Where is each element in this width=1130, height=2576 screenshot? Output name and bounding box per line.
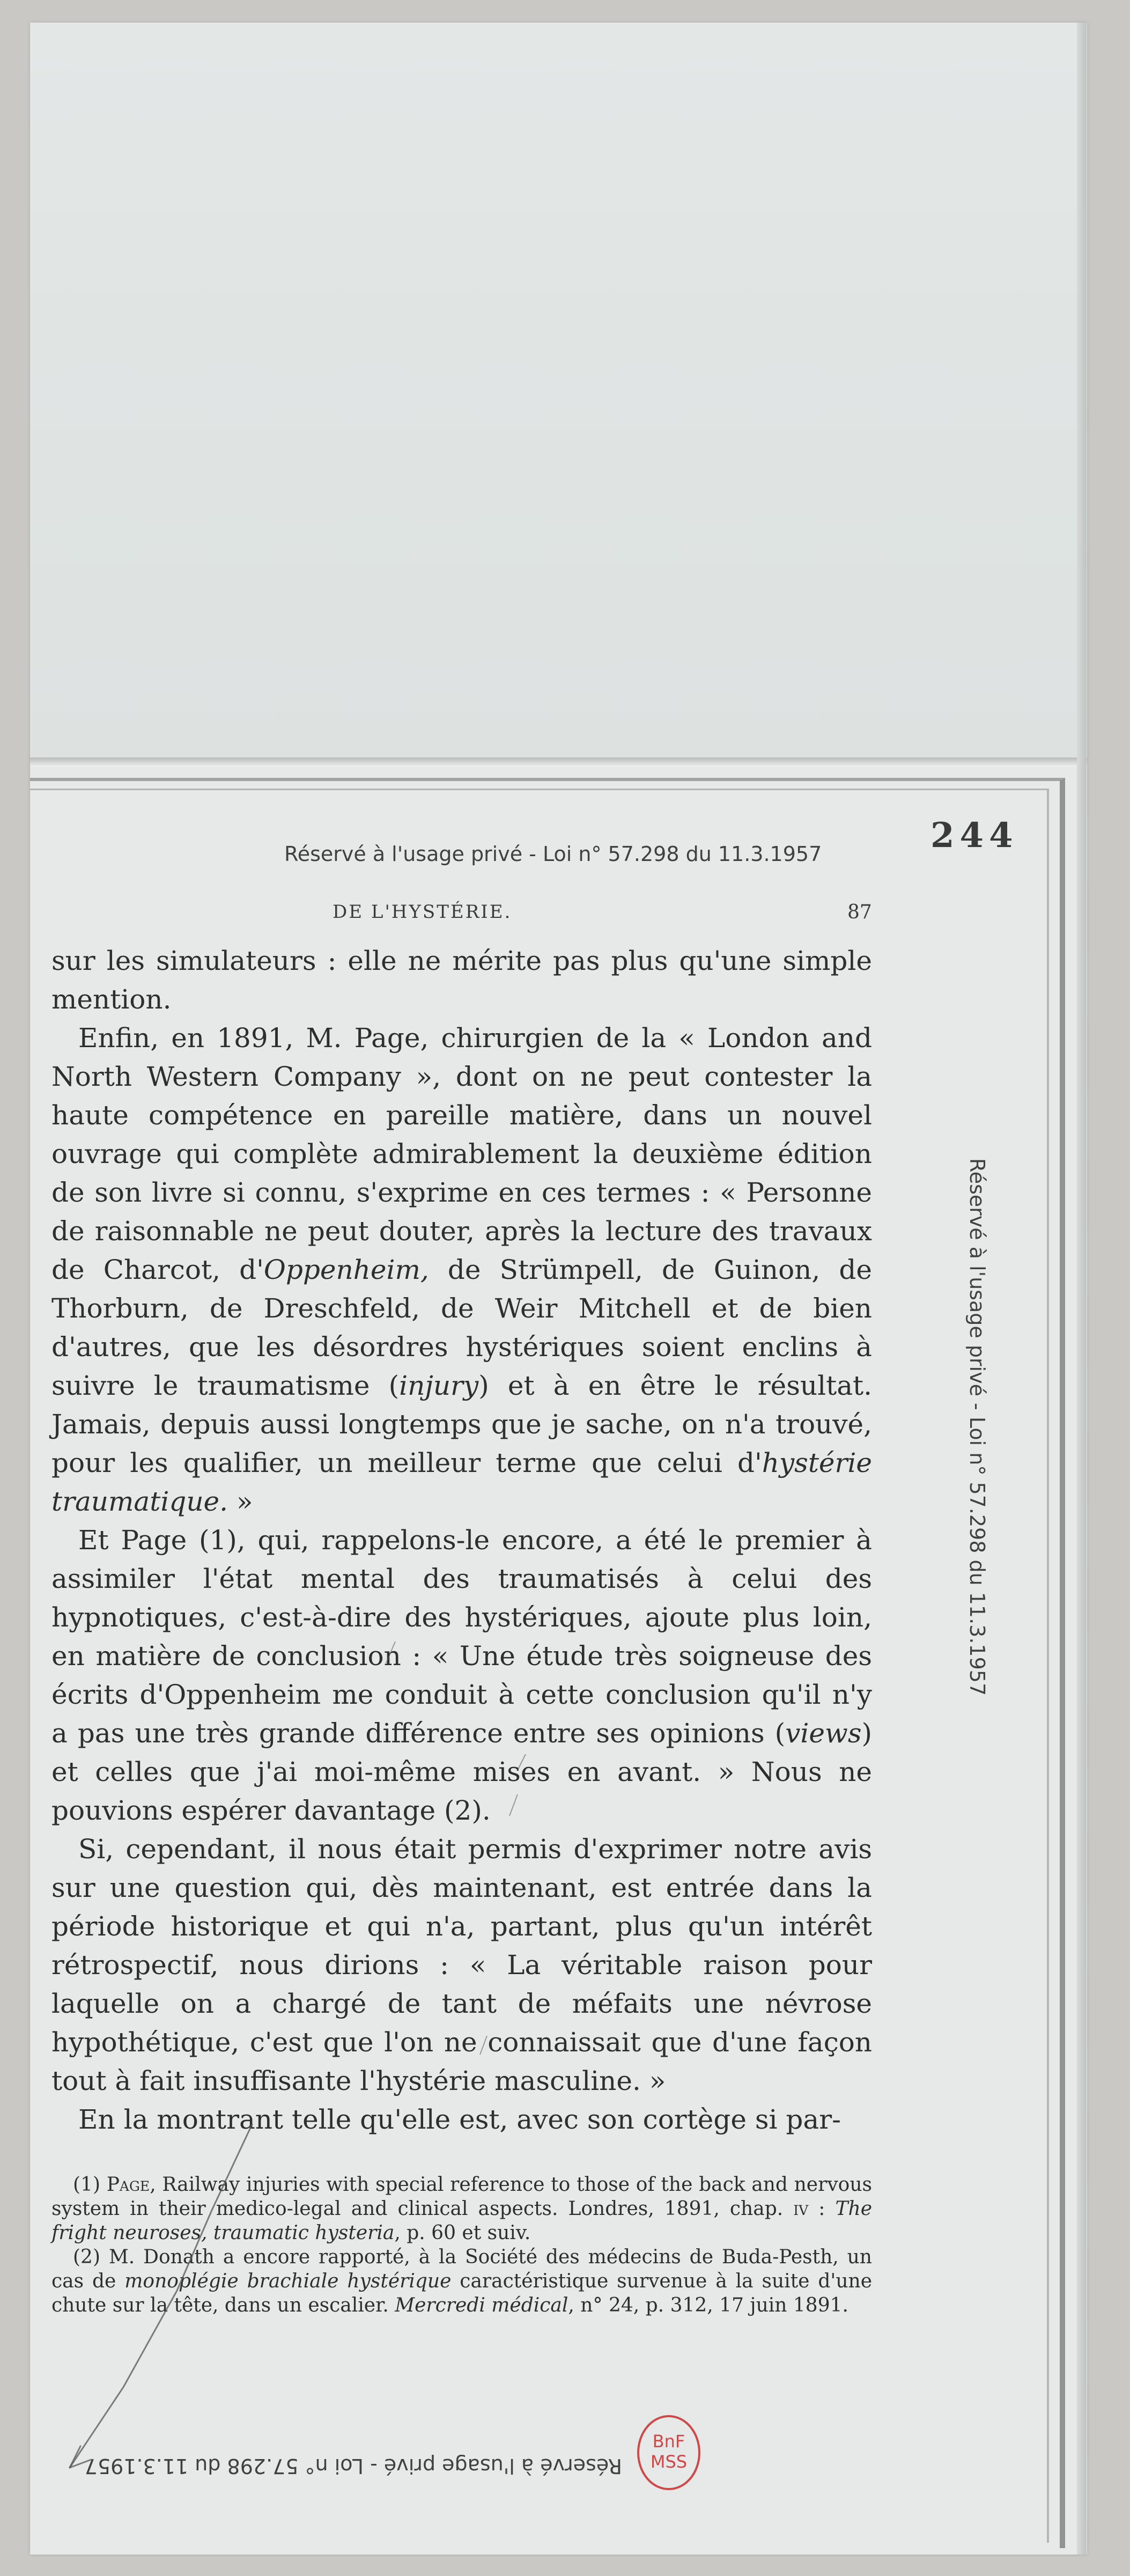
bnf-mss-seal xyxy=(637,2415,700,2490)
page-fold xyxy=(30,757,1087,767)
paragraph-2: Enfin, en 1891, M. Page, chirurgien de la « London and North Western Company », dont on ne peut contester la haute compétence en pareille matière, dans un nouvel ouvrage qui complète admirablement la deuxième édition de son livre si connu, s'exprime en ces termes : « Personne de raisonnable ne peut douter, après la lecture des travaux de Charcot, d'Oppenheim, de Strümpell, de Guinon, de Thorburn, de Dreschfeld, de Weir Mitchell et de bien d'autres, que les désordres hystériques soient enclins à suivre le traumatisme (injury) et à en être le résultat. Jamais, depuis aussi longtemps que je sache, on n'a trouvé, pour les qualifier, un meilleur terme que celui d'hystérie traumatique. » xyxy=(51,1022,872,1517)
paragraph-3: Et Page (1), qui, rappelons-le encore, a été le premier à assimiler l'état mental des traumatisés à celui des hypnotiques, c'est-à-dire des hystériques, ajoute plus loin, en matière de conclusion : « Une étude très soigneuse des écrits d'Oppenheim me conduit à cette conclusion qu'il n'y a pas une très grande différence entre ses opinions (views) et celles que j'ai moi-même mises en avant. » Nous ne pouvions espérer davantage (2). xyxy=(51,1525,872,1826)
blank-facing-page xyxy=(30,23,1087,757)
seal-line-1: BnF xyxy=(652,2431,685,2452)
page-number: 87 xyxy=(847,901,872,923)
paragraph-5: En la montrant telle qu'elle est, avec son cortège si par- xyxy=(78,2104,841,2135)
running-title: DE L'HYSTÉRIE. xyxy=(333,901,512,923)
reference-number: 244 xyxy=(930,815,1018,856)
footnote-2: (2) M. Donath a encore rapporté, à la Société des médecins de Buda-Pesth, un cas de monoplégie brachiale hystérique caractéristique survenue à la suite d'une chute sur la tête, dans un escalier. Mercredi médical, n° 24, p. 312, 17 juin 1891. xyxy=(51,2246,872,2316)
body-text xyxy=(51,941,872,2139)
paragraph-4: Si, cependant, il nous était permis d'exprimer notre avis sur une question qui, dès maintenant, est entrée dans la période historique et qui n'a, partant, plus qu'un intérêt rétrospectif, nous dirions : « La véritable raison pour laquelle on a chargé de tant de méfaits une névrose hypothétique, c'est que l'on ne connaissait que d'une façon tout à fait insuffisante l'hystérie masculine. » xyxy=(51,1834,872,2096)
footnote-1: (1) Page, Railway injuries with special reference to those of the back and nervous system in their medico-legal and clinical aspects. Londres, 1891, chap. iv : The fright neuroses, traumatic hysteria, p. 60 et suiv. xyxy=(51,2174,873,2244)
running-head xyxy=(54,901,890,933)
paragraph-1: sur les simulateurs : elle ne mérite pas plus qu'une simple mention. xyxy=(51,945,872,1015)
privacy-stamp-top: Réservé à l'usage privé - Loi n° 57.298 du 11.3.1957 xyxy=(284,842,822,866)
seal-line-2: MSS xyxy=(650,2452,688,2472)
footnotes xyxy=(51,2173,872,2317)
privacy-stamp-bottom: Réservé à l'usage privé - Loi n° 57.298 du 11.3.1957 xyxy=(84,2454,622,2478)
binding-edge xyxy=(1077,23,1087,2555)
privacy-stamp-side: Réservé à l'usage privé - Loi n° 57.298 du 11.3.1957 xyxy=(965,1158,989,1696)
